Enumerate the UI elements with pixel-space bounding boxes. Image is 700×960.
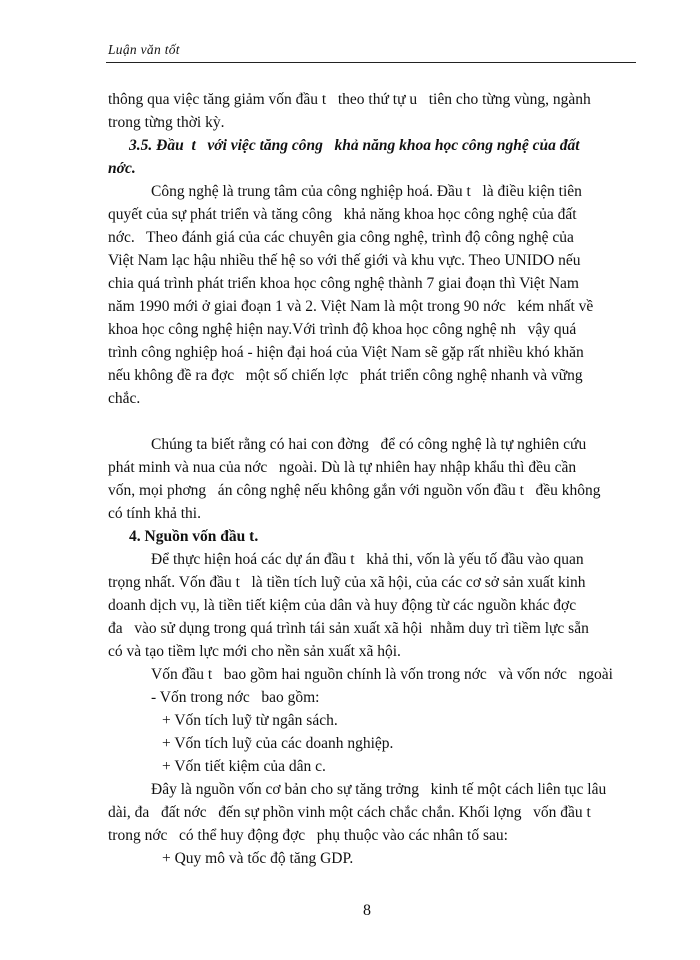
body-line: chia quá trình phát triển khoa học công nghệ thành 7 giai đoạn thì Việt Nam: [108, 275, 579, 292]
list-item: + Vốn tiết kiệm của dân c.: [162, 758, 326, 775]
body-line: Để thực hiện hoá các dự án đầu t khả thi, vốn là yếu tố đầu vào quan: [151, 551, 584, 568]
body-line: chắc.: [108, 390, 141, 407]
body-line: trong nớc có thể huy động đợc phụ thuộc vào các nhân tố sau:: [108, 827, 508, 844]
header-rule: [106, 62, 636, 63]
body-line: có và tạo tiềm lực mới cho nền sản xuất xã hội.: [108, 643, 401, 660]
body-line: khoa học công nghệ hiện nay.Với trình độ khoa học công nghệ nh vậy quá: [108, 321, 577, 338]
body-line: trọng nhất. Vốn đầu t là tiền tích luỹ của xã hội, của các cơ sở sản xuất kinh: [108, 574, 586, 591]
body-line: phát minh và nua của nớc ngoài. Dù là tự nhiên hay nhập khẩu thì đều cần: [108, 459, 577, 476]
section-heading: nớc.: [108, 160, 136, 177]
list-item: + Quy mô và tốc độ tăng GDP.: [162, 850, 354, 867]
section-heading: 4. Nguồn vốn đầu t.: [129, 528, 259, 545]
body-line: thông qua việc tăng giảm vốn đầu t theo thứ tự u tiên cho từng vùng, ngành: [108, 91, 591, 108]
body-line: Công nghệ là trung tâm của công nghiệp hoá. Đầu t là điều kiện tiên: [151, 183, 582, 200]
running-header: Luận văn tốt: [108, 42, 180, 57]
body-line: Vốn đầu t bao gồm hai nguồn chính là vốn trong nớc và vốn nớc ngoài: [151, 666, 613, 683]
body-line: Việt Nam lạc hậu nhiều thế hệ so với thế giới và khu vực. Theo UNIDO nếu: [108, 252, 581, 269]
list-item: - Vốn trong nớc bao gồm:: [151, 689, 320, 706]
body-line: Đây là nguồn vốn cơ bản cho sự tăng trởng kinh tế một cách liên tục lâu: [151, 781, 607, 798]
body-line: đa vào sử dụng trong quá trình tái sản xuất xã hội nhằm duy trì tiềm lực sẵn: [108, 620, 589, 637]
list-item: + Vốn tích luỹ từ ngân sách.: [162, 712, 338, 729]
body-line: có tính khả thi.: [108, 505, 201, 522]
body-line: doanh dịch vụ, là tiền tiết kiệm của dân và huy động từ các nguồn khác đợc: [108, 597, 577, 614]
body-line: vốn, mọi phơng án công nghệ nếu không gắn với nguồn vốn đầu t đều không: [108, 482, 601, 499]
section-heading: 3.5. Đầu t với việc tăng công khả năng khoa học công nghệ của đất: [129, 137, 580, 154]
body-line: năm 1990 mới ở giai đoạn 1 và 2. Việt Nam là một trong 90 nớc kém nhất về: [108, 298, 594, 315]
body-line: Chúng ta biết rằng có hai con đờng để có công nghệ là tự nghiên cứu: [151, 436, 587, 453]
body-line: trong từng thời kỳ.: [108, 114, 225, 131]
page-number: 8: [363, 902, 371, 919]
body-line: nếu không đề ra đợc một số chiến lợc phát triển công nghệ nhanh và vững: [108, 367, 583, 384]
body-line: nớc. Theo đánh giá của các chuyên gia công nghệ, trình độ công nghệ của: [108, 229, 574, 246]
list-item: + Vốn tích luỹ của các doanh nghiệp.: [162, 735, 394, 752]
body-line: quyết của sự phát triển và tăng công khả năng khoa học công nghệ của đất: [108, 206, 577, 223]
body-line: trình công nghiệp hoá - hiện đại hoá của Việt Nam sẽ gặp rất nhiều khó khăn: [108, 344, 584, 361]
body-line: dài, đa đất nớc đến sự phồn vinh một cách chắc chắn. Khối lợng vốn đầu t: [108, 804, 591, 821]
